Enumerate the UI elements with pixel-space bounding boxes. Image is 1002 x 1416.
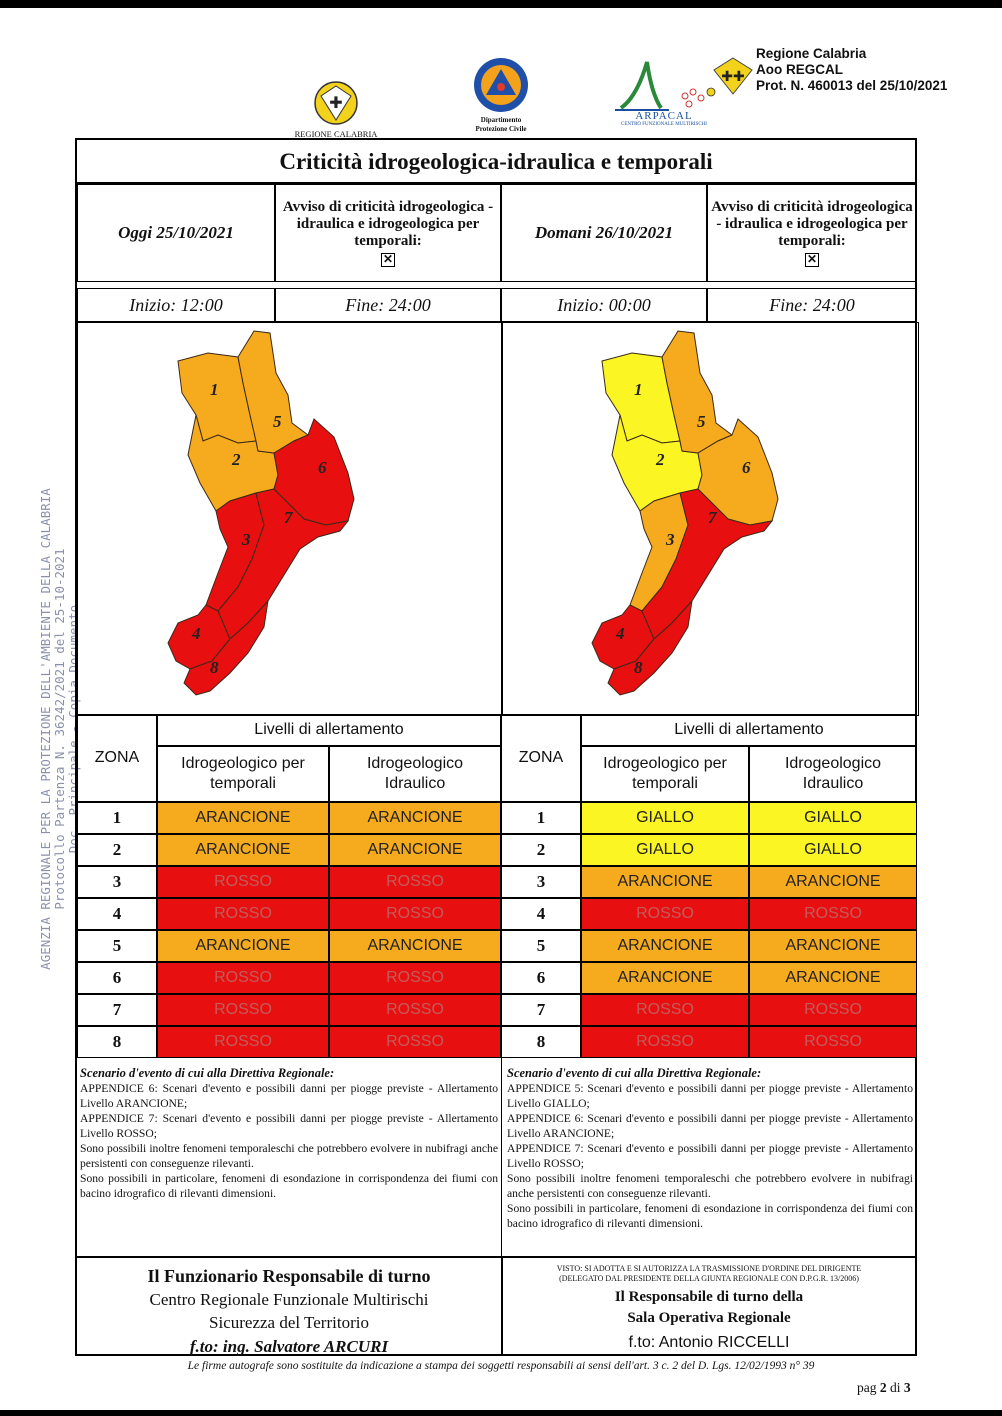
col-temporali-header: Idrogeologico per temporali xyxy=(581,746,749,802)
visto-line-2: (DELEGATO DAL PRESIDENTE DELLA GIUNTA REGIONALE CON D.P.G.R. 13/2006) xyxy=(559,1274,859,1283)
sign-right-role: Il Responsabile di turno della xyxy=(614,1289,804,1305)
today-avviso xyxy=(275,184,501,282)
zone-number: 7 xyxy=(77,994,157,1026)
zona-header: ZONA xyxy=(501,714,581,802)
zone-number: 7 xyxy=(501,994,581,1026)
tomorrow-scenario-head: Scenario d'evento di cui alla Direttiva Regionale: xyxy=(507,1066,762,1080)
scenario-line: Sono possibili in particolare, fenomeni di esondazione in corrispondenza dei fiumi con bacino idrografico di rilevanti dimensioni. xyxy=(507,1202,913,1230)
sign-left-dept: Sicurezza del Territorio xyxy=(209,1313,369,1332)
today-start: Inizio: 12:00 xyxy=(77,288,275,322)
tomorrow-avviso-checkbox: ✕ xyxy=(806,252,818,266)
regione-logo-text: REGIONE CALABRIA xyxy=(294,129,378,139)
level-idraulico-cell: ROSSO xyxy=(749,898,917,930)
level-idraulico-cell: ROSSO xyxy=(329,994,501,1026)
bulletin-frame xyxy=(75,138,917,1356)
zone-number: 4 xyxy=(77,898,157,930)
zone-3-label: 3 xyxy=(242,530,251,549)
zone-number: 3 xyxy=(501,866,581,898)
level-idraulico-cell: ARANCIONE xyxy=(329,802,501,834)
visto-line-1: VISTO: SI ADOTTA E SI AUTORIZZA LA TRASMISSIONE D'ORDINE DEL DIRIGENTE xyxy=(556,1264,862,1273)
level-temporali-cell: ARANCIONE xyxy=(157,802,329,834)
zone-number: 6 xyxy=(501,962,581,994)
today-scenario-head: Scenario d'evento di cui alla Direttiva Regionale: xyxy=(80,1066,335,1080)
col-temporali-header: Idrogeologico per temporali xyxy=(157,746,329,802)
zone-number: 5 xyxy=(77,930,157,962)
level-idraulico-cell: ARANCIONE xyxy=(329,834,501,866)
zone-number: 4 xyxy=(501,898,581,930)
level-temporali-cell: ROSSO xyxy=(157,898,329,930)
level-idraulico-cell: ROSSO xyxy=(329,898,501,930)
regione-calabria-logo xyxy=(290,80,382,139)
zone-number: 1 xyxy=(501,802,581,834)
level-temporali-cell: ARANCIONE xyxy=(581,866,749,898)
arpacal-mark-icon xyxy=(599,56,729,116)
tomorrow-date: Domani 26/10/2021 xyxy=(501,184,707,282)
arpacal-text: ARPACAL xyxy=(635,110,693,122)
svg-text:✚✚: ✚✚ xyxy=(721,69,745,85)
sign-left-name: f.to: ing. Salvatore ARCURI xyxy=(189,1337,389,1356)
zone-1-label: 1 xyxy=(634,380,643,399)
protezione-civile-logo xyxy=(463,56,539,134)
level-idraulico-cell: ARANCIONE xyxy=(749,930,917,962)
level-temporali-cell: ROSSO xyxy=(581,994,749,1026)
scenario-line: Sono possibili in particolare, fenomeni di esondazione in corrispondenza dei fiumi con bacino idrografico di rilevanti dimensioni. xyxy=(80,1172,498,1200)
zone-7-label: 7 xyxy=(708,508,717,527)
tomorrow-avviso xyxy=(707,184,917,282)
regione-stamp-icon xyxy=(712,56,754,96)
svg-text:✚: ✚ xyxy=(329,93,343,112)
watermark-line-3: Doc. Principale - Copia Documento xyxy=(66,604,81,854)
level-idraulico-cell: ARANCIONE xyxy=(749,962,917,994)
level-idraulico-cell: ROSSO xyxy=(329,962,501,994)
sign-right-room: Sala Operativa Regionale xyxy=(627,1310,791,1326)
protocol-number: Prot. N. 460013 del 25/10/2021 xyxy=(756,78,948,93)
scenario-line: Sono possibili inoltre fenomeni temporaleschi che potrebbero evolvere in nubifragi anche persistenti con conseguenze rilevanti. xyxy=(80,1142,498,1170)
level-temporali-cell: ARANCIONE xyxy=(157,834,329,866)
zone-8-label: 8 xyxy=(634,658,643,677)
level-idraulico-cell: GIALLO xyxy=(749,802,917,834)
today-avviso-text: Avviso di criticità idrogeologica - idraulica e idrogeologica per temporali: xyxy=(282,199,494,249)
level-temporali-cell: ROSSO xyxy=(157,866,329,898)
tomorrow-zone-map xyxy=(502,323,916,713)
arpacal-subtitle: CENTRO FUNZIONALE MULTIRISCHI xyxy=(621,122,707,127)
page-current: 2 xyxy=(879,1380,887,1395)
level-idraulico-cell: ROSSO xyxy=(749,1026,917,1058)
signature-right xyxy=(503,1264,915,1358)
level-idraulico-cell: ROSSO xyxy=(329,866,501,898)
scenario-line: APPENDICE 7: Scenari d'evento e possibili danni per piogge previste - Allertamento Livello ROSSO; xyxy=(80,1112,498,1140)
scenario-line: APPENDICE 5: Scenari d'evento e possibili danni per piogge previste - Allertamento Livello GIALLO; xyxy=(507,1082,913,1110)
zone-number: 3 xyxy=(77,866,157,898)
zone-4-label: 4 xyxy=(616,624,625,643)
level-temporali-cell: ROSSO xyxy=(157,994,329,1026)
livelli-header: Livelli di allertamento xyxy=(157,714,501,746)
watermark-line-2: Protocollo Partenza N. 36242/2021 del 25-10-2021 xyxy=(52,548,67,910)
zone-number: 2 xyxy=(77,834,157,866)
page-label: pag xyxy=(857,1380,877,1395)
dipartimento-label: Dipartimento xyxy=(480,116,522,124)
zone-7-label: 7 xyxy=(284,508,293,527)
document-page xyxy=(0,8,1002,1410)
today-date: Oggi 25/10/2021 xyxy=(77,184,275,282)
regione-emblem-icon xyxy=(313,80,359,126)
tomorrow-alert-table xyxy=(501,714,917,1058)
level-temporali-cell: ARANCIONE xyxy=(157,930,329,962)
arpacal-logo xyxy=(598,56,730,127)
level-temporali-cell: ROSSO xyxy=(157,962,329,994)
scenario-line: APPENDICE 7: Scenari d'evento e possibili danni per piogge previste - Allertamento Livello ROSSO; xyxy=(507,1142,913,1170)
zone-5-label: 5 xyxy=(273,412,282,431)
protocol-aoo: Aoo REGCAL xyxy=(756,62,843,77)
zone-4-label: 4 xyxy=(192,624,201,643)
zona-header: ZONA xyxy=(77,714,157,802)
zone-6-label: 6 xyxy=(742,458,751,477)
tomorrow-avviso-text: Avviso di criticità idrogeologica - idraulica e idrogeologica per temporali: xyxy=(711,199,913,249)
today-scenario xyxy=(80,1066,498,1201)
level-temporali-cell: ROSSO xyxy=(581,898,749,930)
zone-number: 2 xyxy=(501,834,581,866)
zone-6-label: 6 xyxy=(318,458,327,477)
scenario-line: APPENDICE 6: Scenari d'evento e possibili danni per piogge previste - Allertamento Livello ARANCIONE; xyxy=(507,1112,913,1140)
zone-5-label: 5 xyxy=(697,412,706,431)
level-temporali-cell: ARANCIONE xyxy=(581,930,749,962)
protocol-region: Regione Calabria xyxy=(756,46,867,61)
bulletin-title: Criticità idrogeologica-idraulica e temporali xyxy=(77,140,915,184)
zone-3-label: 3 xyxy=(666,530,675,549)
today-zone-map xyxy=(78,323,500,713)
level-idraulico-cell: ROSSO xyxy=(749,994,917,1026)
level-temporali-cell: ROSSO xyxy=(581,1026,749,1058)
today-end: Fine: 24:00 xyxy=(275,288,501,322)
protezione-civile-icon xyxy=(472,56,530,114)
level-temporali-cell: ROSSO xyxy=(157,1026,329,1058)
scenario-line: Sono possibili inoltre fenomeni temporaleschi che potrebbero evolvere in nubifragi anche persistenti con conseguenze rilevanti. xyxy=(507,1172,913,1200)
zone-2-label: 2 xyxy=(232,450,241,469)
level-temporali-cell: ARANCIONE xyxy=(581,962,749,994)
scenario-line: APPENDICE 6: Scenari d'evento e possibili danni per piogge previste - Allertamento Livello ARANCIONE; xyxy=(80,1082,498,1110)
zone-number: 8 xyxy=(501,1026,581,1058)
sign-right-name: f.to: Antonio RICCELLI xyxy=(628,1334,790,1351)
today-map-panel xyxy=(77,322,503,716)
today-avviso-checkbox: ✕ xyxy=(382,252,394,266)
page-number xyxy=(857,1380,911,1396)
tomorrow-end: Fine: 24:00 xyxy=(707,288,917,322)
zone-1-label: 1 xyxy=(210,380,219,399)
zone-8-label: 8 xyxy=(210,658,219,677)
today-alert-table xyxy=(77,714,501,1058)
level-temporali-cell: GIALLO xyxy=(581,834,749,866)
livelli-header: Livelli di allertamento xyxy=(581,714,917,746)
page-separator: di xyxy=(890,1380,901,1395)
level-idraulico-cell: ARANCIONE xyxy=(329,930,501,962)
level-idraulico-cell: ROSSO xyxy=(329,1026,501,1058)
level-temporali-cell: GIALLO xyxy=(581,802,749,834)
tomorrow-scenario xyxy=(507,1066,913,1231)
zone-number: 5 xyxy=(501,930,581,962)
zone-number: 8 xyxy=(77,1026,157,1058)
col-idraulico-header: Idrogeologico Idraulico xyxy=(749,746,917,802)
protocol-stamp xyxy=(756,46,947,94)
zone-2-label: 2 xyxy=(656,450,665,469)
watermark-line-1: AGENZIA REGIONALE PER LA PROTEZIONE DELL'AMBIENTE DELLA CALABRIA xyxy=(38,488,53,970)
page-total: 3 xyxy=(903,1380,911,1395)
sign-left-role: Il Funzionario Responsabile di turno xyxy=(147,1266,431,1286)
zone-number: 1 xyxy=(77,802,157,834)
tomorrow-start: Inizio: 00:00 xyxy=(501,288,707,322)
zone-number: 6 xyxy=(77,962,157,994)
signature-left xyxy=(77,1264,501,1360)
protezione-civile-label: Protezione Civile xyxy=(475,125,527,133)
tomorrow-map-panel xyxy=(501,322,919,716)
signature-footnote: Le firme autografe sono sostituite da indicazione a stampa dei soggetti responsabili ai sensi dell'art. 3 c. 2 del D. Lgs. 12/02/1993 n° 39 xyxy=(187,1360,815,1372)
level-idraulico-cell: ARANCIONE xyxy=(749,866,917,898)
sign-left-centre: Centro Regionale Funzionale Multirischi xyxy=(149,1290,429,1309)
level-idraulico-cell: GIALLO xyxy=(749,834,917,866)
col-idraulico-header: Idrogeologico Idraulico xyxy=(329,746,501,802)
